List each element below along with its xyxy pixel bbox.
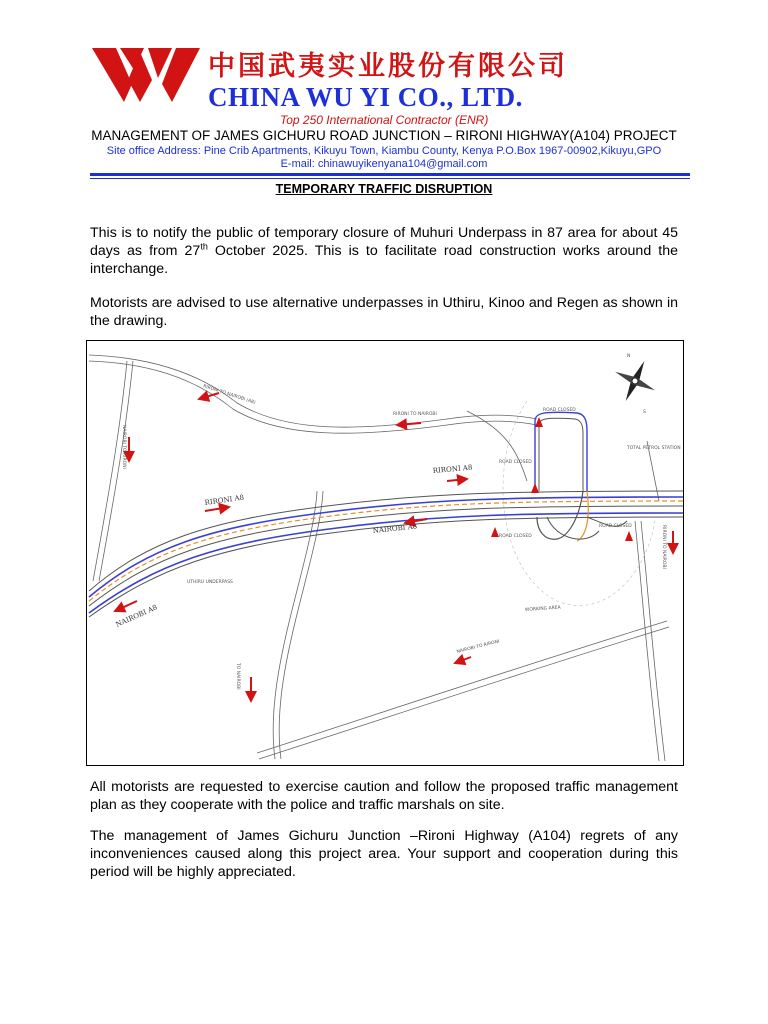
contact-email: E-mail: chinawuyikenyana104@gmail.com	[280, 158, 488, 170]
company-tagline: Top 250 International Contractor (ENR)	[280, 113, 489, 127]
company-logo	[92, 44, 200, 106]
notice-title: TEMPORARY TRAFFIC DISRUPTION	[275, 182, 493, 196]
main-highway	[89, 491, 684, 617]
header-divider-thin	[90, 178, 690, 179]
compass-north: N	[627, 354, 631, 359]
compass-rose	[613, 359, 656, 402]
project-title: MANAGEMENT OF JAMES GICHURU ROAD JUNCTION – RIRONI HIGHWAY(A104) PROJECT	[91, 128, 677, 143]
label-police-station: TOTAL PETROL STATION	[627, 446, 681, 451]
label-to-nairobi-bottom: TO NAIROBI	[235, 663, 240, 690]
working-area-boundary	[503, 401, 655, 606]
label-working-area: WORKING AREA	[524, 605, 561, 613]
label-nairobi-to-rironi-bottom: NAIROBI TO RIRONI	[456, 639, 501, 655]
label-road-closed-3: ROAD CLOSED	[499, 534, 532, 539]
notice-paragraph-alternatives: Motorists are advised to use alternative underpasses in Uthiru, Kinoo and Regen as shown in the drawing.	[90, 295, 678, 329]
notice-paragraph-apology: The management of James Gichuru Junction –Rironi Highway (A104) regrets of any inconveniences caused along this project area. Your support and cooperation during this period will be highly appreciated.	[90, 828, 678, 880]
label-rironi-to-nairobi-right: RIRONI TO NAIROBI	[661, 525, 666, 569]
label-nairobi-to-rironi-left: NAIROBI TO RIRONI	[121, 425, 126, 469]
header-divider	[90, 173, 690, 176]
notice-paragraph-caution: All motorists are requested to exercise caution and follow the proposed traffic management plan as they cooperate with the police and traffic marshals on site.	[90, 779, 678, 813]
label-rironi-to-nairobi-top: RIRONI TO NAIROBI (A8)	[202, 384, 256, 406]
site-address: Site office Address: Pine Crib Apartments, Kikuyu Town, Kiambu County, Kenya P.O.Box 1967-00902,Kikuyu,GPO	[106, 145, 662, 157]
label-road-closed-2: ROAD CLOSED	[499, 460, 532, 465]
label-uthiru-underpass: UTHIRU UNDERPASS	[187, 580, 233, 585]
label-nairobi-a8-left: NAIROBI A8	[114, 603, 159, 629]
label-rironi-a8-top: RIRONI A8	[432, 463, 473, 475]
label-road-closed-4: ROAD CLOSED	[599, 524, 632, 529]
interchange	[535, 412, 627, 541]
company-name-english: CHINA WU YI CO., LTD.	[208, 82, 523, 112]
notice-paragraph-closure: This is to notify the public of temporary closure of Muhuri Underpass in 87 area for about 45 days as from 27th October 2025. This is to facilitate road construction works around the interchange.	[90, 225, 679, 277]
compass-south: S	[643, 410, 646, 415]
map-drawing	[87, 341, 684, 766]
traffic-diversion-map	[86, 340, 684, 766]
label-rironi-a8-left: RIRONI A8	[204, 493, 245, 507]
label-rironi-to-nairobi-mid: RIRONI TO NAIROBI	[393, 412, 437, 417]
label-road-closed-1: ROAD CLOSED	[543, 408, 576, 413]
company-name-chinese: 中国武夷实业股份有限公司	[208, 51, 568, 82]
road-closed-markers	[491, 417, 633, 541]
label-nairobi-a8-mid: NAIROBI A8	[372, 522, 418, 535]
